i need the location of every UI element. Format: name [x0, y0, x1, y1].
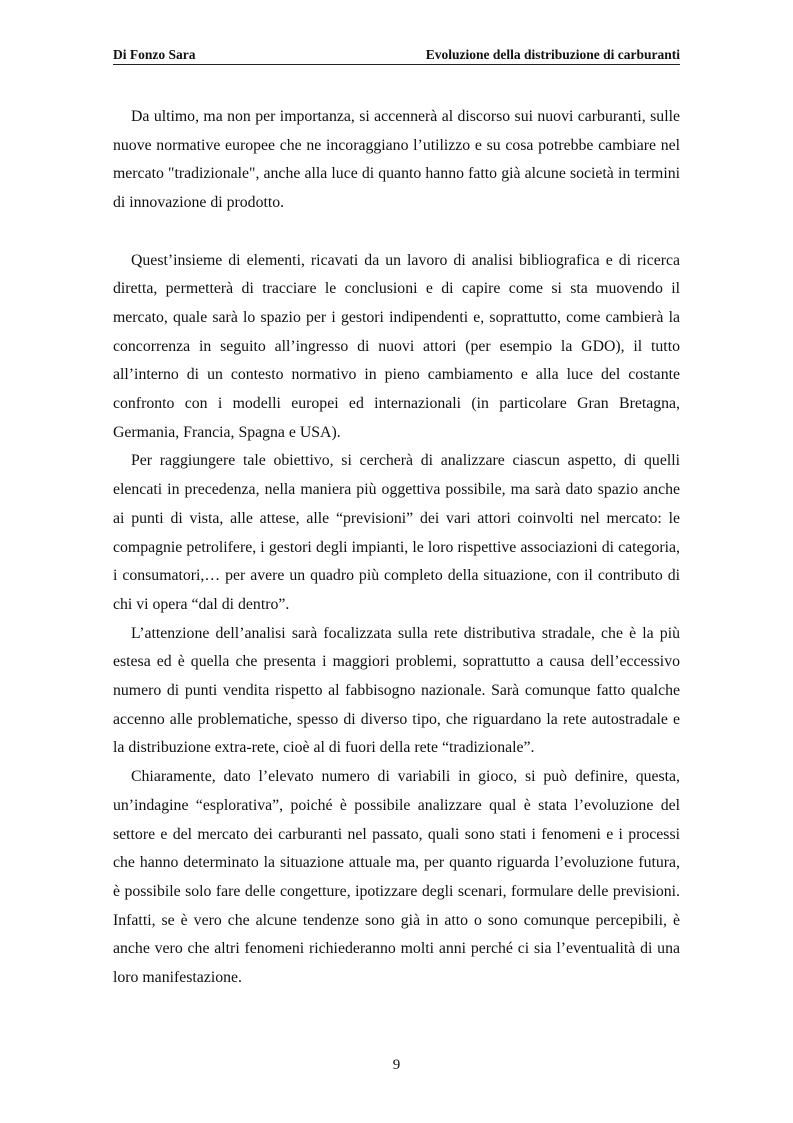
page-number: 9	[392, 1057, 401, 1073]
page-header	[113, 47, 680, 65]
paragraph: Chiaramente, dato l’elevato numero di variabili in gioco, si può definire, questa, un’indagine “esplorativa”, poiché è possibile analizzare qual è stata l’evoluzione del settore e del mercato dei carburanti nel passato, quali sono stati i fenomeni e i processi che hanno determinato la situazione attuale ma, per quanto riguarda l’evoluzione futura, è possibile solo fare delle congetture, ipotizzare degli scenari, formulare delle previsioni. Infatti, se è vero che alcune tendenze sono già in atto o sono comunque percepibili, è anche vero che altri fenomeni richiederanno molti anni perché ci sia l’eventualità di una loro manifestazione.	[113, 768, 680, 987]
header-title: Evoluzione della distribuzione di carburanti	[425, 47, 680, 62]
paragraph: Per raggiungere tale obiettivo, si cercherà di analizzare ciascun aspetto, di quelli elencati in precedenza, nella maniera più oggettiva possibile, ma sarà dato spazio anche ai punti di vista, alle attese, alle “previsioni” dei vari attori coinvolti nel mercato: le compagnie petrolifere, i gestori degli impianti, le loro rispettive associazioni di categoria, i consumatori,… per avere un quadro più completo della situazione, con il contributo di chi vi opera “dal di dentro”.	[113, 452, 680, 613]
paragraph: L’attenzione dell’analisi sarà focalizzata sulla rete distributiva stradale, che è la più estesa ed è quella che presenta i maggiori problemi, soprattutto a causa dell’eccessivo numero di punti vendita rispetto al fabbisogno nazionale. Sarà comunque fatto qualche accenno alle problematiche, spesso di diverso tipo, che riguardano la rete autostradale e la distribuzione extra-rete, cioè al di fuori della rete “tradizionale”.	[113, 624, 680, 757]
header-author: Di Fonzo Sara	[113, 47, 196, 62]
body-text	[113, 103, 680, 993]
paragraph: Da ultimo, ma non per importanza, si accennerà al discorso sui nuovi carburanti, sulle nuove normative europee che ne incoraggiano l’utilizzo e su cosa potrebbe cambiare nel mercato "tradizionale", anche alla luce di quanto hanno fatto già alcune società in termini di innovazione di prodotto.	[113, 108, 680, 212]
paragraph: Quest’insieme di elementi, ricavati da un lavoro di analisi bibliografica e di ricerca diretta, permetterà di tracciare le conclusioni e di capire come si sta muovendo il mercato, quale sarà lo spazio per i gestori indipendenti e, soprattutto, come cambierà la concorrenza in seguito all’ingresso di nuovi attori (per esempio la GDO), il tutto all’interno di un contesto normativo in pieno cambiamento e alla luce del costante confronto con i modelli europei ed internazionali (in particolare Gran Bretagna, Germania, Francia, Spagna e USA).	[113, 251, 680, 441]
